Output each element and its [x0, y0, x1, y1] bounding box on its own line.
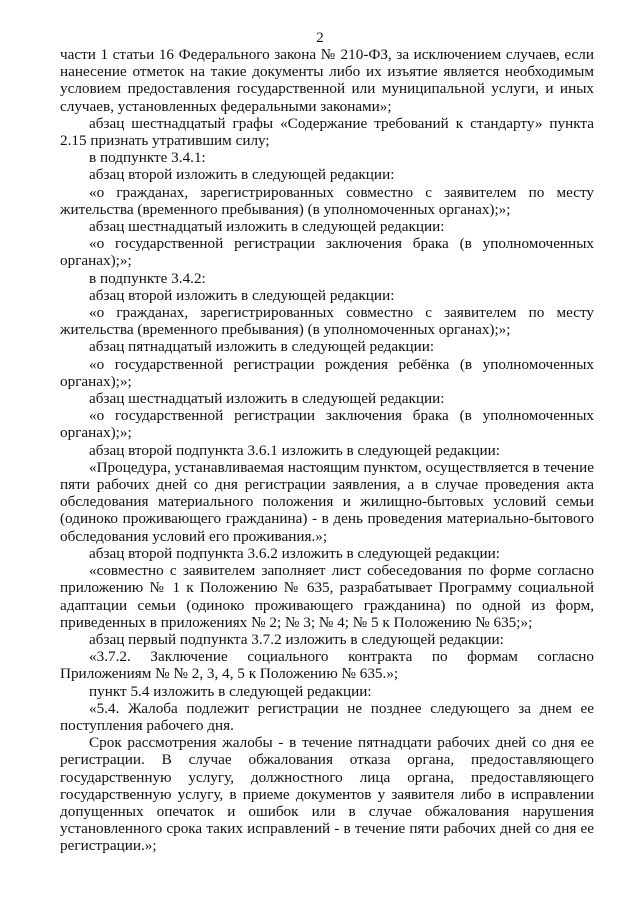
- paragraph: части 1 статьи 16 Федерального закона № 210-ФЗ, за исключением случаев, если нанесение отметок на такие документы либо их изъятие является необходимым условием предоставления государственной или муниципальной услуги, и иных случаев, установленных федеральными законами»;: [60, 46, 594, 115]
- paragraph: абзац первый подпункта 3.7.2 изложить в следующей редакции:: [89, 630, 504, 648]
- paragraph: в подпункте 3.4.2:: [89, 269, 206, 287]
- paragraph: абзац второй подпункта 3.6.2 изложить в следующей редакции:: [89, 544, 500, 562]
- paragraph: «совместно с заявителем заполняет лист собеседования по форме согласно приложению № 1 к Положению № 635, разрабатывает Программу социальной адаптации семьи (одиноко проживающего гражданина) по одной из форм, приведенных в приложениях № 2; № 3; № 4; № 5 к Положению № 635;»;: [60, 562, 594, 631]
- paragraph: абзац второй изложить в следующей редакции:: [89, 286, 395, 304]
- document-body: [60, 46, 594, 855]
- paragraph: в подпункте 3.4.1:: [89, 149, 206, 167]
- paragraph: абзац шестнадцатый изложить в следующей редакции:: [89, 390, 445, 408]
- paragraph: пункт 5.4 изложить в следующей редакции:: [89, 682, 372, 700]
- paragraph: «о государственной регистрации заключения брака (в уполномоченных органах);»;: [60, 407, 594, 442]
- paragraph: «о гражданах, зарегистрированных совместно с заявителем по месту жительства (временного пребывания) (в уполномоченных органах);»;: [60, 304, 594, 339]
- page-number: 2: [316, 30, 324, 46]
- paragraph: Срок рассмотрения жалобы - в течение пятнадцати рабочих дней со дня ее регистрации. В случае обжалования отказа органа, предоставляющего государственную услугу, должностного лица органа, предоставляющего государственную услугу, в приеме документов у заявителя либо в исправлении допущенных опечаток и ошибок или в случае обжалования нарушения установленного срока таких исправлений - в течение пяти рабочих дней со дня ее регистрации.»;: [60, 734, 594, 855]
- paragraph: «о гражданах, зарегистрированных совместно с заявителем по месту жительства (временного пребывания) (в уполномоченных органах);»;: [60, 183, 594, 218]
- paragraph: абзац шестнадцатый изложить в следующей редакции:: [89, 218, 445, 236]
- paragraph: абзац второй подпункта 3.6.1 изложить в следующей редакции:: [89, 441, 500, 459]
- paragraph: «Процедура, устанавливаемая настоящим пунктом, осуществляется в течение пяти рабочих дней со дня регистрации заявления, а в случае проведения акта обследования материального положения и жилищно-бытовых условий семьи (одиноко проживающего гражданина) - в день проведения материально-бытового обследования условий его проживания.»;: [60, 458, 594, 545]
- paragraph: абзац второй изложить в следующей редакции:: [89, 166, 395, 184]
- paragraph: «3.7.2. Заключение социального контракта по формам согласно Приложениям № № 2, 3, 4, 5 к Положению № 635.»;: [60, 648, 594, 683]
- paragraph: «5.4. Жалоба подлежит регистрации не позднее следующего за днем ее поступления рабочего дня.: [60, 699, 594, 734]
- paragraph: «о государственной регистрации заключения брака (в уполномоченных органах);»;: [60, 235, 594, 270]
- paragraph: абзац шестнадцатый графы «Содержание требований к стандарту» пункта 2.15 признать утратившим силу;: [60, 114, 594, 150]
- paragraph: абзац пятнадцатый изложить в следующей редакции:: [89, 338, 435, 356]
- paragraph: «о государственной регистрации рождения ребёнка (в уполномоченных органах);»;: [60, 355, 594, 390]
